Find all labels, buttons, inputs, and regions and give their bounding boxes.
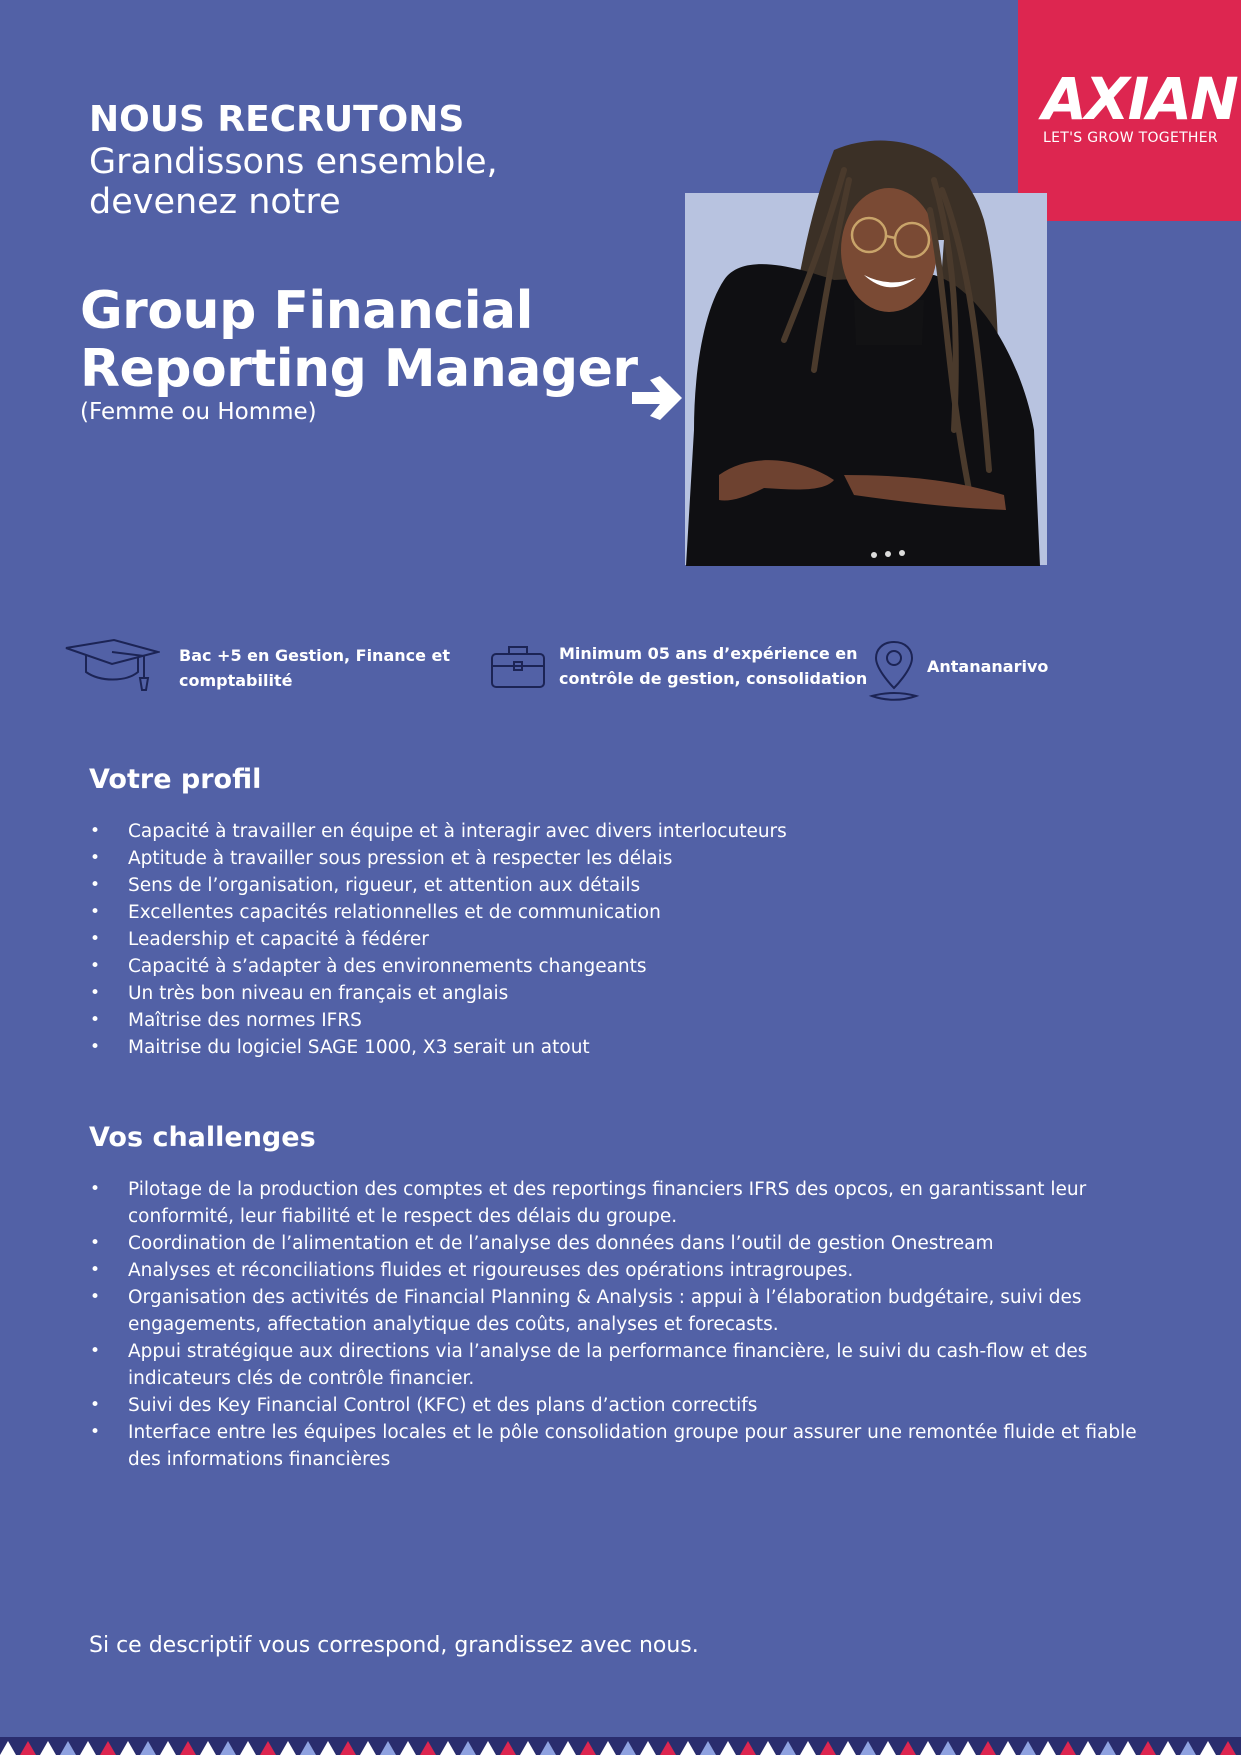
- subtitle-line-1: Grandissons ensemble,: [89, 142, 498, 182]
- experience-line-2: contrôle de gestion, consolidation: [559, 669, 868, 688]
- list-item: • Capacité à travailler en équipe et à interagir avec divers interlocuteurs: [89, 818, 1149, 845]
- recruiting-subtitle: [89, 142, 609, 222]
- location-text: Antananarivo: [927, 657, 1049, 676]
- list-item: • Un très bon niveau en français et anglais: [89, 980, 1149, 1007]
- location-pin-icon: [868, 638, 920, 704]
- job-gender: (Femme ou Homme): [80, 399, 317, 425]
- list-item: • Suivi des Key Financial Control (KFC) et des plans d’action correctifs: [89, 1392, 1149, 1419]
- list-item: • Pilotage de la production des comptes et des reportings financiers IFRS des opcos, en garantissant leur conformité, leur fiabilité et le respect des délais du groupe.: [89, 1176, 1149, 1230]
- list-item: • Aptitude à travailler sous pression et à respecter les délais: [89, 845, 1149, 872]
- education-line-2: comptabilité: [179, 671, 293, 690]
- list-item: • Capacité à s’adapter à des environnements changeants: [89, 953, 1149, 980]
- profile-heading: Votre profil: [89, 764, 262, 795]
- decorative-pattern-band: [0, 1737, 1241, 1755]
- briefcase-icon: [490, 644, 546, 690]
- list-item: • Maîtrise des normes IFRS: [89, 1007, 1149, 1034]
- list-item: • Organisation des activités de Financial Planning & Analysis : appui à l’élaboration budgétaire, suivi des engagements, affectation analytique des coûts, analyses et forecasts.: [89, 1284, 1149, 1338]
- brand-logo: AXIAN: [1042, 65, 1237, 133]
- arrow-right-icon: [630, 372, 686, 424]
- list-item: • Maitrise du logiciel SAGE 1000, X3 serait un atout: [89, 1034, 1149, 1061]
- list-item: • Analyses et réconciliations fluides et rigoureuses des opérations intragroupes.: [89, 1257, 1149, 1284]
- list-item: • Sens de l’organisation, rigueur, et attention aux détails: [89, 872, 1149, 899]
- subtitle-line-2: devenez notre: [89, 182, 341, 222]
- graduation-cap-icon: [64, 638, 160, 694]
- qualifications-row: [0, 630, 1241, 710]
- brand-tagline: LET'S GROW TOGETHER: [1043, 130, 1218, 146]
- recruiting-kicker: NOUS RECRUTONS: [89, 99, 465, 140]
- list-item: • Appui stratégique aux directions via l’analyse de la performance financière, le suivi du cash-flow et des indicateurs clés de contrôle financier.: [89, 1338, 1149, 1392]
- education-requirement: [179, 643, 450, 693]
- experience-requirement: [559, 641, 874, 691]
- call-to-action: Si ce descriptif vous correspond, grandissez avec nous.: [89, 1633, 699, 1658]
- job-title-line-2: Reporting Manager: [80, 339, 638, 399]
- profile-list: [89, 818, 1149, 1061]
- job-title: [80, 282, 680, 398]
- list-item: • Coordination de l’alimentation et de l’analyse des données dans l’outil de gestion Onestream: [89, 1230, 1149, 1257]
- job-title-line-1: Group Financial: [80, 281, 533, 341]
- experience-line-1: Minimum 05 ans d’expérience en: [559, 644, 858, 663]
- list-item: • Excellentes capacités relationnelles et de communication: [89, 899, 1149, 926]
- challenges-list: [89, 1176, 1149, 1473]
- challenges-heading: Vos challenges: [89, 1122, 316, 1153]
- list-item: • Interface entre les équipes locales et le pôle consolidation groupe pour assurer une remontée fluide et fiable des informations financières: [89, 1419, 1149, 1473]
- education-line-1: Bac +5 en Gestion, Finance et: [179, 646, 451, 665]
- portrait-photo: [684, 130, 1048, 566]
- brand-logo-block: [1018, 0, 1241, 221]
- list-item: • Leadership et capacité à fédérer: [89, 926, 1149, 953]
